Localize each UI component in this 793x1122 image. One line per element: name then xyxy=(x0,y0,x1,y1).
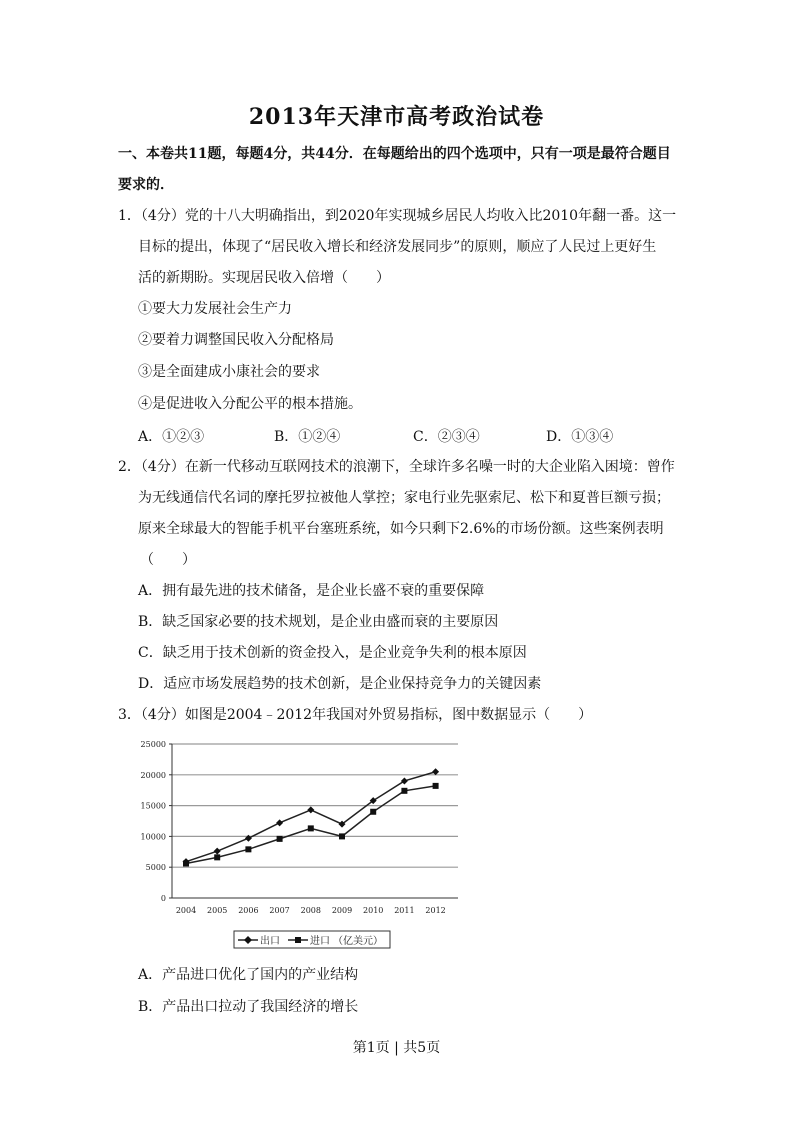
q2-option-b[interactable]: B．缺乏国家必要的技术规划，是企业由盛而衰的主要原因 xyxy=(138,614,499,630)
data-point-import xyxy=(245,846,251,852)
data-point-export xyxy=(432,768,439,775)
y-tick-labels xyxy=(141,740,172,903)
section-heading: 一、本卷共11题，每题4分，共44分．在每题给出的四个选项中，只有一项是最符合题目要求的． xyxy=(118,146,671,193)
q2-stem-line-1: 2．（4分）在新一代移动互联网技术的浪潮下，全球许多名噪一时的大企业陷入困境：曾作 xyxy=(118,459,675,475)
chart-axes xyxy=(172,744,458,898)
q2-option-d[interactable]: D．适应市场发展趋势的技术创新，是企业保持竞争力的关键因素 xyxy=(138,676,542,692)
legend-import-label: 进口 xyxy=(310,936,330,947)
y-tick-label: 15000 xyxy=(140,801,166,811)
legend-unit-label: （亿美元） xyxy=(333,936,383,947)
data-point-import xyxy=(277,836,283,842)
x-tick-label: 2005 xyxy=(207,906,228,915)
q1-statement-1: ①要大力发展社会生产力 xyxy=(138,301,292,317)
q1-stem-line-3: 活的新期盼。实现居民收入倍增（ ） xyxy=(138,270,390,286)
q3-option-a[interactable]: A．产品进口优化了国内的产业结构 xyxy=(138,967,359,983)
q1-choices xyxy=(138,426,678,446)
data-point-export xyxy=(214,848,221,855)
data-point-import xyxy=(214,854,220,860)
q2-answer-blank: （ ） xyxy=(140,552,196,568)
y-tick-label: 5000 xyxy=(145,863,166,873)
x-tick-label: 2008 xyxy=(300,906,321,915)
y-tick-label: 10000 xyxy=(140,832,166,842)
y-tick-label: 0 xyxy=(160,894,166,903)
series-line-import xyxy=(186,786,436,864)
q1-statement-4: ④是促进收入分配公平的根本措施。 xyxy=(138,396,362,412)
q1-statement-3: ③是全面建成小康社会的要求 xyxy=(138,364,320,380)
page-title: 2013年天津市高考政治试卷 xyxy=(248,104,545,130)
q2-option-a[interactable]: A．拥有最先进的技术储备，是企业长盛不衰的重要保障 xyxy=(138,583,485,599)
q1-stem-line-1: 1．（4分）党的十八大明确指出，到2020年实现城乡居民人均收入比2010年翻一番。这一 xyxy=(118,208,677,224)
data-point-export xyxy=(401,777,408,784)
q3-stem: 3．（4分）如图是2004﹣2012年我国对外贸易指标，图中数据显示（ ） xyxy=(118,707,593,723)
data-point-import xyxy=(370,809,376,815)
legend-import-marker xyxy=(295,937,301,943)
data-point-export xyxy=(307,806,314,813)
y-tick-label: 20000 xyxy=(140,770,166,780)
x-tick-label: 2011 xyxy=(394,906,415,915)
q1-choice-a[interactable]: A．①②③ xyxy=(138,429,205,445)
x-tick-labels xyxy=(176,906,446,915)
q1-choice-c[interactable]: C．②③④ xyxy=(413,429,480,445)
x-tick-label: 2004 xyxy=(175,906,197,915)
legend-export-label: 出口 xyxy=(260,936,280,947)
q3-option-b[interactable]: B．产品出口拉动了我国经济的增长 xyxy=(138,999,359,1015)
q1-stem-line-2: 目标的提出，体现了“居民收入增长和经济发展同步”的原则，顺应了人民过上更好生 xyxy=(138,239,657,255)
q1-choice-b[interactable]: B．①②④ xyxy=(274,429,341,445)
chart-legend xyxy=(234,931,390,948)
chart-grid xyxy=(172,744,458,867)
y-tick-label: 25000 xyxy=(140,740,166,749)
x-tick-label: 2010 xyxy=(363,906,384,915)
legend-export-marker xyxy=(244,936,252,944)
data-point-export xyxy=(245,835,252,842)
q1-choice-d[interactable]: D．①③④ xyxy=(546,429,614,445)
q2-option-c[interactable]: C．缺乏用于技术创新的资金投入，是企业竞争失利的根本原因 xyxy=(138,645,527,661)
data-point-import xyxy=(401,788,407,794)
chart-series xyxy=(183,768,440,866)
data-point-import xyxy=(183,861,189,867)
x-tick-label: 2012 xyxy=(425,906,446,915)
trade-chart xyxy=(140,736,470,951)
data-point-import xyxy=(339,833,345,839)
q1-statement-2: ②要着力调整国民收入分配格局 xyxy=(138,332,334,348)
series-line-export xyxy=(186,772,436,862)
data-point-import xyxy=(433,783,439,789)
x-tick-label: 2006 xyxy=(238,906,259,915)
q2-stem-line-2: 为无线通信代名词的摩托罗拉被他人掌控；家电行业先驱索尼、松下和夏普巨额亏损； xyxy=(138,490,670,506)
q2-stem-line-3: 原来全球最大的智能手机平台塞班系统，如今只剩下2.6%的市场份额。这些案例表明 xyxy=(138,521,664,537)
x-tick-label: 2009 xyxy=(331,906,353,915)
page-footer: 第1页 | 共5页 xyxy=(352,1040,441,1056)
trade-chart-svg xyxy=(140,736,470,951)
x-tick-label: 2007 xyxy=(269,906,290,915)
data-point-import xyxy=(308,825,314,831)
data-point-export xyxy=(276,819,283,826)
